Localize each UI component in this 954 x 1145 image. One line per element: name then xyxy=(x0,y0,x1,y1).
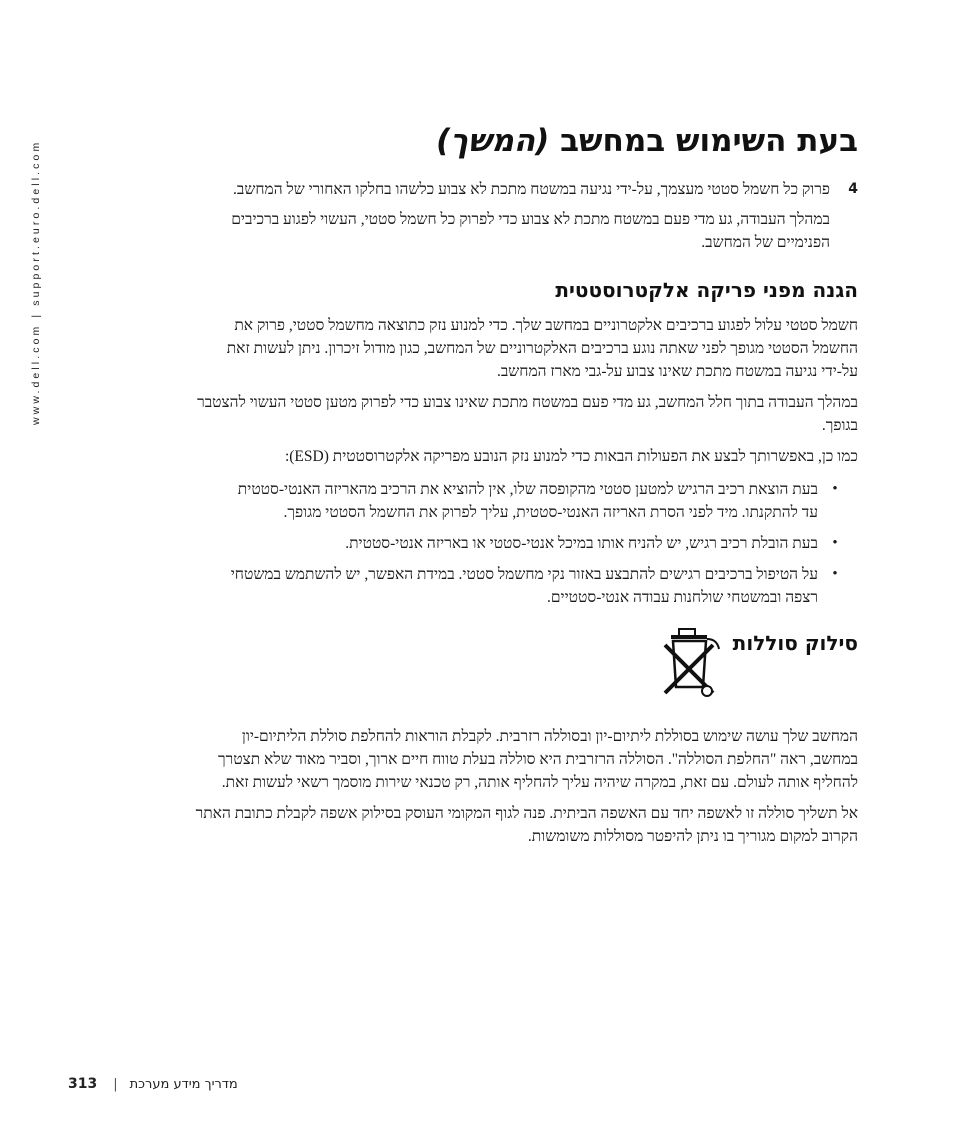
esd-bullet-list xyxy=(190,478,858,609)
page-footer xyxy=(60,1076,260,1092)
bullet-icon: • xyxy=(832,535,838,551)
battery-paragraph-1: המחשב שלך עושה שימוש בסוללת ליתיום-יון ובסוללה רזרבית. לקבלת הוראות להחלפת סוללת הליתיום-יון במחשב, ראה "החלפת הסוללה". הסוללה הרזרבית היא סוללה בעלת טווח חיים ארוך, וסביר מאוד שלא תצטרך להחליף אותה לעולם. עם זאת, במקרה שיהיה עליך להחליף אותה, רק טכנאי שירות מוסמך רשאי לעשות זאת. xyxy=(218,728,858,791)
step-note: במהלך העבודה, גע מדי פעם במשטח מתכת לא צבוע כדי לפרוק כל חשמל סטטי, העשוי לפגוע ברכיבים הפנימיים של המחשב. xyxy=(231,211,830,251)
esd-section-title: הגנה מפני פריקה אלקטרוסטטית xyxy=(555,278,858,302)
step-text: פרוק כל חשמל סטטי מעצמך, על-ידי נגיעה במשטח מתכת לא צבוע כלשהו בחלקו האחורי של המחשב. xyxy=(233,181,830,198)
bullet-text: על הטיפול ברכיבים רגישים להתבצע באזור נקי מחשמל סטטי. במידת האפשר, יש להשתמש במשטחי רצפה ובמשטחי שולחנות עבודה אנטי-סטטיים. xyxy=(230,566,818,606)
list-item xyxy=(190,478,858,524)
esd-paragraph-1: חשמל סטטי עלול לפגוע ברכיבים אלקטרוניים במחשב שלך. כדי למנוע נזק כתוצאה מחשמל סטטי, פרוק את החשמל הסטטי מגופך לפני שאתה נוגע ברכיבים האלקטרוניים של המחשב, כגון מודול זיכרון. ניתן לעשות זאת על-ידי נגיעה במשטח מתכת שאינו צבוע על-גבי מארז המחשב. xyxy=(226,317,858,380)
bullet-icon: • xyxy=(832,481,838,497)
step-body xyxy=(190,178,830,254)
page-title xyxy=(190,118,858,164)
battery-paragraph-2: אל תשליך סוללה זו לאשפה יחד עם האשפה הביתית. פנה לגוף המקומי העוסק בסילוק אשפה לקבלת כתובת האתר הקרוב למקום מגוריך בו ניתן להיפטר מסוללות משומשות. xyxy=(195,805,858,845)
esd-paragraph-3: כמו כן, באפשרותך לבצע את הפעולות הבאות כדי למנוע נזק הנובע מפריקה אלקטרוסטטית (ESD): xyxy=(284,448,858,465)
bullet-text: בעת הוצאת רכיב הרגיש למטען סטטי מהקופסה שלו, אין להוציא את הרכיב מהאריזה האנטי-סטטית עד להתקנתו. מיד לפני הסרת האריזה האנטי-סטטית, עליך לפרוק את החשמל הסטטי מגופך. xyxy=(237,481,818,521)
guide-name: מדריך מידע מערכת xyxy=(129,1076,238,1092)
crossed-out-bin-icon xyxy=(659,625,721,701)
list-item xyxy=(190,532,858,555)
page-number: 313 xyxy=(68,1076,98,1092)
main-content xyxy=(190,118,858,848)
esd-paragraph-2: במהלך העבודה בתוך חלל המחשב, גע מדי פעם במשטח מתכת שאינו צבוע כדי לפרוק מטען סטטי העשוי להצטבר בגופך. xyxy=(197,394,858,434)
step-number: 4 xyxy=(848,181,858,197)
list-item xyxy=(190,563,858,609)
sidebar-url: www.dell.com | support.euro.dell.com xyxy=(30,139,42,425)
step-4 xyxy=(190,178,858,254)
bullet-text: בעת הובלת רכיב רגיש, יש להניח אותו במיכל אנטי-סטטי או באריזה אנטי-סטטית. xyxy=(345,535,818,552)
footer-separator: | xyxy=(113,1076,118,1092)
bullet-icon: • xyxy=(832,566,838,582)
page-title-main: בעת השימוש במחשב xyxy=(549,123,858,159)
battery-section-header xyxy=(190,631,858,701)
battery-section-title: סילוק סוללות xyxy=(732,631,858,655)
page-title-continued: (המשך) xyxy=(436,123,550,159)
